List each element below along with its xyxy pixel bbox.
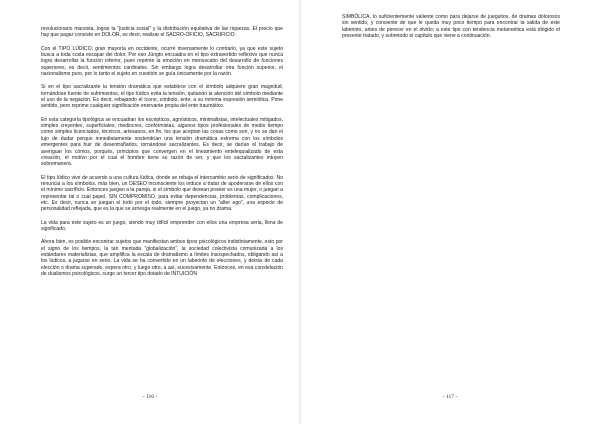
left-paragraph-2: Con el TIPO LÚDICO, gran mayoría en occidente, ocurre inversamente lo contrario, ya que este sujeto busca a toda costa escapar del dolor. Por eso Jüngto encuadra en el tipo extravertido reflexivo que nunca logra desarrollar la función inferior, pues reprime la emoción en menoscabo del desarrollo de funciones superiores, es decir, sentimientos cardinales. Sin embargo logra desarrollar otra función superior, el nacionalismo puro, por lo tanto el sujeto en cuestión se guía únicamente por la razón. (41, 45, 283, 78)
left-paragraph-3: Si en el tipo sacralizante la tensión dramática que establece con el símbolo adquiere gran magnitud, tornándose fuente de sufrimientos, el tipo lúdico evita la tensión, quitando la atención del símbolo mediante el uso de la negación. Es decir, rebajando el ícono, símbolo, ente, a su mínima expresión semiótica. Pone sentido, pero reprime cualquier significación enervante propia del ente traumático. (41, 84, 283, 110)
right-page-number: - 117 - (442, 394, 458, 400)
left-page-number: - 116 - (142, 394, 158, 400)
right-paragraph-1: SIMBÓLICA, lo suficientemente valiente como para dejarse de jueguitos, de dramas dolorosos sin sentido, y consiente de que le queda muy poco tiempo para encontrar la salida de este laberinto, antes de perecer en el olvido; a este tipo con tendencia metanoética está dirigido el presente tratado, y sobretodo el capítulo que viene a continuación. (342, 14, 560, 40)
left-paragraph-6: La vida para este sujeto es un juego, siendo muy difícil emprender con ellos una empresa seria, llena de significado. (41, 219, 283, 232)
left-paragraph-7: Ahora bien, es posible encontrar sujetos que manifiestan ambos tipos psicológicos indistintamente, esto por el signo de los tiempos, la tan mentada “globalización”, la sociedad colectivista comunizada a los estándares materialistas, que amplifica la escala de dramatismo a límites insospechados, obligando así a los lúdicos, a jugarse en serio. La vida se ha convertido en un laberinto de elecciones, y detrás de cada elección o drama superado, espera otro, y luego otro, a así, sucesivamente. Entonces, en esa constelación de dualismos psicológicos, surge un tercer tipo dotado de INTUICIÓN (41, 239, 283, 277)
left-paragraph-5: El tipo lúdico vive de acuerdo a una cultura lúdica, donde se rebaja el intercambio serio de significados. No renuncia a los símbolos, más bien, un DESEO inconsciente los induce a tratar de apoderarse de ellos con el mínimo sacrificio. Entonces juegan a la pareja, si el símbolo que desean poseer es una mujer, o juegan a representar tal o cual papel, SIN COMPROMISO, para evitar dependencias, problemas, complicaciones, etc. Es decir, nunca se juegan el todo por el todo, siempre proyectan un “alter ego”, una especie de personalidad reflejada, que es la que se arriesga realmente en el juego, ya no drama. (41, 174, 283, 213)
right-page (300, 0, 600, 424)
left-paragraph-4: En esta categoría tipológica se encuadran los escépticos, agnósticos, minimalistas, intelectuales mitigados, simples creyentes, superficiales, mediocres, conformistas, algunos tipos profesionales de medio tiempo como simples licenciados, técnicos, artesanos, en fin, los que aceptan las cosas como son, y no se dan el lujo de dudar porque inmediatamente sostendrían una tensión dramática extrema con los símbolos emergentes para huir de desentrañarlos, tornándose sacralizantes. Es decir, se darían el trabajo de averiguar los cómos, porqués, principios que convergen en el lineamiento entelequializado de esta creación, el motivo por el cual el hombre tiene su razón de ser, y que los sacralizantes intuyen sobremanera. (41, 116, 283, 168)
left-paragraph-1: revolucionario marxista, lograr la “justicia social” y la distribución equitativa de las riquezas. El precio que hay que pagar consiste en DOLOR, es decir, realizar el SACRO-OFICIO, SACRIFICIO. (41, 26, 283, 39)
